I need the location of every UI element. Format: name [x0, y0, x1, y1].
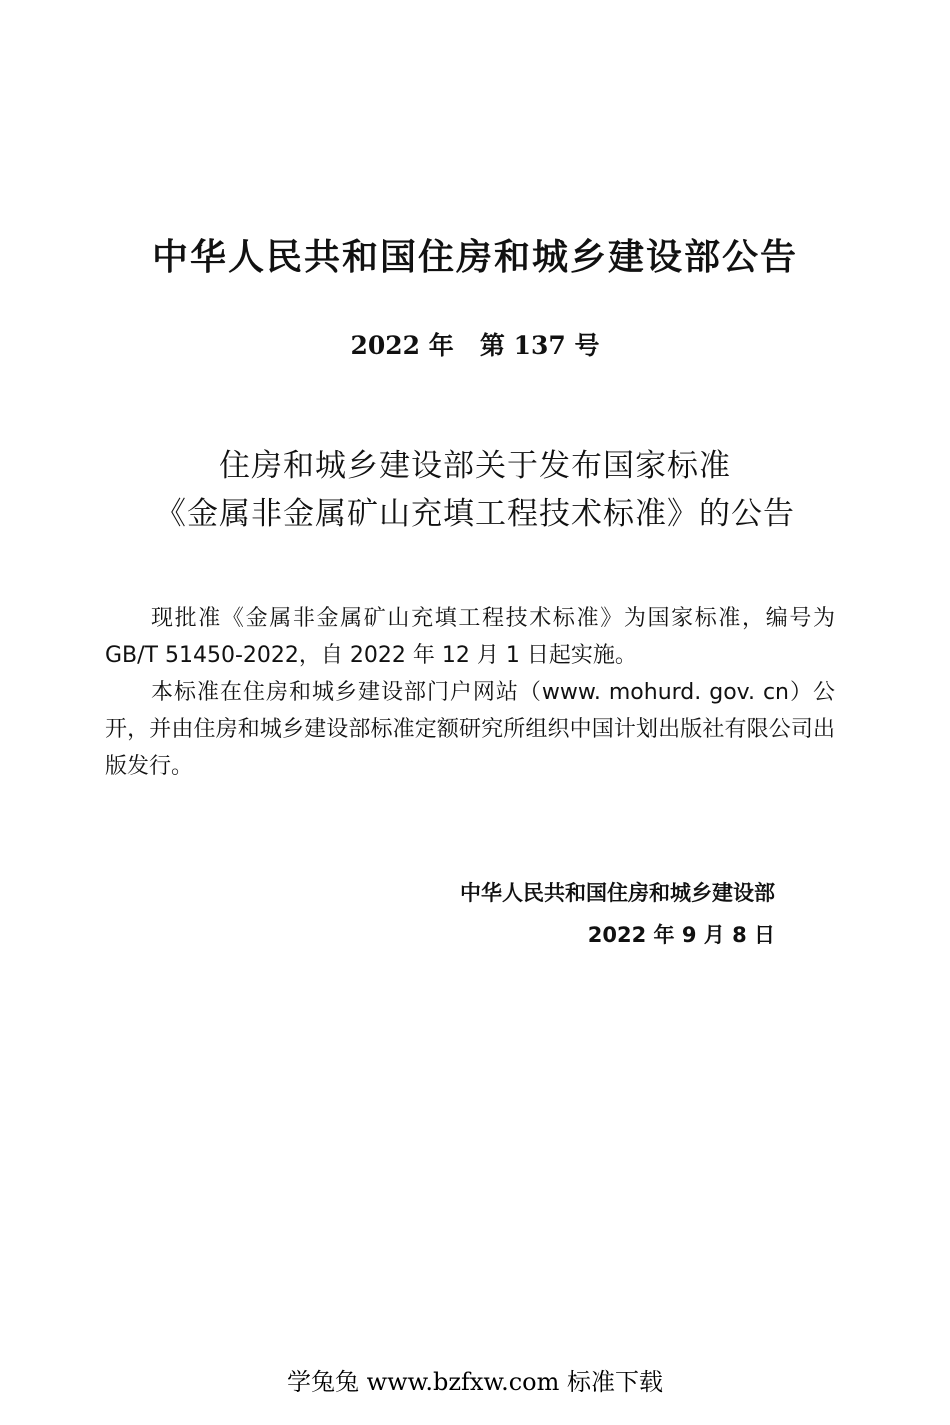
subtitle-line-2: 《金属非金属矿山充填工程技术标准》的公告: [155, 496, 795, 532]
announcement-title: 中华人民共和国住房和城乡建设部公告: [151, 237, 798, 278]
issue-number: 2022 年 第 137 号: [350, 331, 600, 360]
signature-organization: 中华人民共和国住房和城乡建设部: [460, 881, 775, 905]
signature-block: [460, 872, 775, 956]
footer-watermark: 学兔兔 www.bzfxw.com 标准下载: [286, 1368, 664, 1396]
announcement-body: [105, 600, 835, 785]
subtitle-line-1: 住房和城乡建设部关于发布国家标准: [219, 448, 731, 484]
body-paragraph-publication: 本标准在住房和城乡建设部门户网站（www. mohurd. gov. cn）公开，并由住房和城乡建设部标准定额研究所组织中国计划出版社有限公司出版发行。: [105, 680, 835, 779]
body-paragraph-approval: 现批准《金属非金属矿山充填工程技术标准》为国家标准，编号为 GB/T 51450-2022，自 2022 年 12 月 1 日起实施。: [105, 606, 835, 668]
signature-date: 2022 年 9 月 8 日: [587, 923, 775, 947]
